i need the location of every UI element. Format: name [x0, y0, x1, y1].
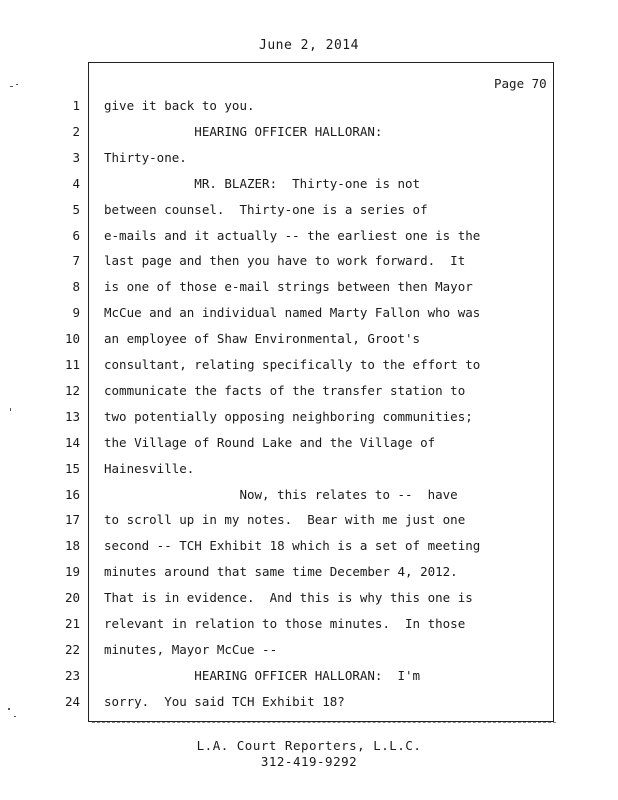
frame-bottom-edge	[92, 722, 556, 726]
line-text: HEARING OFFICER HALLORAN: I'm	[104, 668, 421, 683]
line-text: MR. BLAZER: Thirty-one is not	[104, 176, 421, 191]
line-number: 18	[64, 538, 80, 553]
line-text: HEARING OFFICER HALLORAN:	[104, 124, 383, 139]
line-number: 20	[64, 590, 80, 605]
page-number: Page 70	[494, 76, 547, 91]
line-text: is one of those e-mail strings between then Mayor	[104, 279, 473, 294]
line-number: 9	[72, 305, 80, 320]
line-text: sorry. You said TCH Exhibit 18?	[104, 694, 345, 709]
line-number: 8	[72, 279, 80, 294]
line-number: 15	[64, 461, 80, 476]
line-text: Thirty-one.	[104, 150, 187, 165]
line-number: 22	[64, 642, 80, 657]
transcript-date: June 2, 2014	[259, 38, 359, 53]
footer-company: L.A. Court Reporters, L.L.C.	[196, 738, 422, 753]
line-number: 21	[64, 616, 80, 631]
line-number: 17	[64, 512, 80, 527]
line-text: the Village of Round Lake and the Village of	[104, 435, 436, 450]
line-text: e-mails and it actually -- the earliest one is the	[104, 228, 481, 243]
line-number: 2	[72, 124, 80, 139]
scan-speck	[8, 708, 10, 710]
scan-speck	[16, 84, 18, 85]
line-text: communicate the facts of the transfer station to	[104, 383, 466, 398]
line-number: 23	[64, 668, 80, 683]
line-number: 1	[72, 98, 80, 113]
line-number: 24	[64, 694, 80, 709]
line-number: 6	[72, 228, 80, 243]
line-number: 13	[64, 409, 80, 424]
line-text: minutes around that same time December 4, 2012.	[104, 564, 458, 579]
line-text: to scroll up in my notes. Bear with me just one	[104, 512, 466, 527]
line-text: McCue and an individual named Marty Fallon who was	[104, 305, 481, 320]
line-number: 4	[72, 176, 80, 191]
scan-speck	[14, 716, 16, 717]
line-number: 11	[64, 357, 80, 372]
line-number: 19	[64, 564, 80, 579]
line-number: 5	[72, 202, 80, 217]
line-text: minutes, Mayor McCue --	[104, 642, 278, 657]
footer-phone: 312-419-9292	[260, 754, 358, 769]
line-number: 10	[64, 331, 80, 346]
line-text: Hainesville.	[104, 461, 195, 476]
line-text: give it back to you.	[104, 98, 255, 113]
scan-speck	[10, 408, 11, 411]
line-text: two potentially opposing neighboring communities;	[104, 409, 473, 424]
line-text: second -- TCH Exhibit 18 which is a set of meeting	[104, 538, 481, 553]
line-text: consultant, relating specifically to the effort to	[104, 357, 481, 372]
line-text: Now, this relates to -- have	[104, 487, 458, 502]
line-number: 14	[64, 435, 80, 450]
line-text: last page and then you have to work forward. It	[104, 253, 466, 268]
scan-speck	[10, 86, 13, 87]
line-number: 3	[72, 150, 80, 165]
line-number: 7	[72, 253, 80, 268]
line-text: relevant in relation to those minutes. In those	[104, 616, 466, 631]
line-text: an employee of Shaw Environmental, Groot's	[104, 331, 421, 346]
line-text: That is in evidence. And this is why this one is	[104, 590, 473, 605]
line-number: 12	[64, 383, 80, 398]
line-text: between counsel. Thirty-one is a series of	[104, 202, 428, 217]
line-number: 16	[64, 487, 80, 502]
